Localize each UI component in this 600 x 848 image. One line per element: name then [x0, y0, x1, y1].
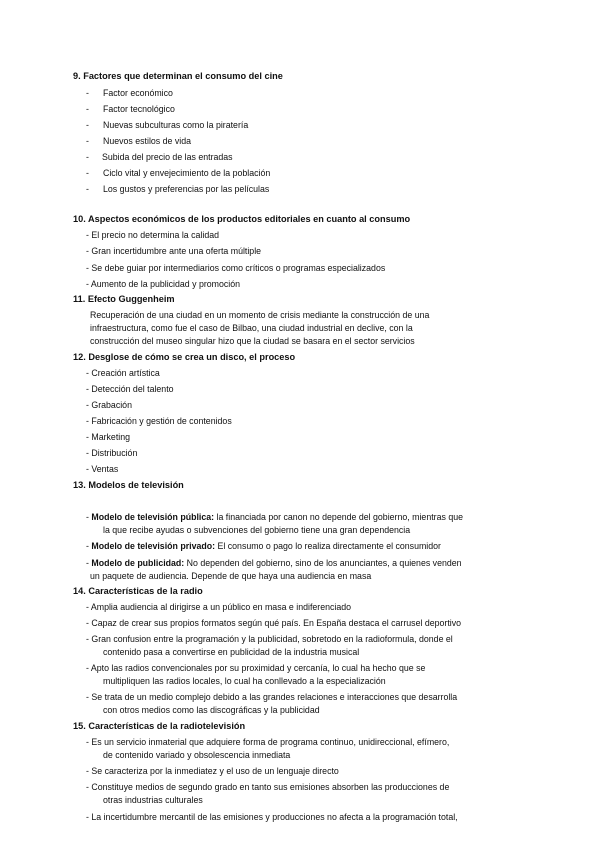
list-item-continuation: la que recibe ayudas o subvenciones del gobierno tiene una gran dependencia	[103, 525, 411, 535]
heading-9: 9. Factores que determinan el consumo del cine	[73, 71, 283, 81]
list-item: - Fabricación y gestión de contenidos	[86, 416, 232, 426]
list-item: - Detección del talento	[86, 384, 174, 394]
list-item: - Nuevos estilos de vida	[86, 136, 192, 146]
list-item: - Factor tecnológico	[86, 104, 175, 114]
list-item-continuation: multipliquen las radios locales, lo cual ha conllevado a la especialización	[103, 676, 386, 686]
list-item: - Marketing	[86, 432, 130, 442]
list-item: - Gran incertidumbre ante una oferta múltiple	[86, 246, 262, 256]
list-item: - Se caracteriza por la inmediatez y el uso de un lenguaje directo	[86, 766, 339, 776]
list-item: - Grabación	[86, 400, 132, 410]
heading-14: 14. Características de la radio	[73, 586, 203, 596]
list-item-continuation: contenido pasa a convertirse en publicidad de la industria musical	[103, 647, 360, 657]
list-item: - Constituye medios de segundo grado en tanto sus emisiones absorben las producciones de	[86, 782, 450, 792]
list-item: - Factor económico	[86, 88, 173, 98]
list-item: - Creación artística	[86, 368, 160, 378]
heading-15: 15. Características de la radiotelevisión	[73, 721, 246, 731]
list-item: - Ciclo vital y envejecimiento de la población	[86, 168, 271, 178]
list-item-continuation: de contenido variado y obsolescencia inmediata	[103, 750, 291, 760]
list-item: - Amplia audiencia al dirigirse a un público en masa e indiferenciado	[86, 602, 352, 612]
list-item: - La incertidumbre mercantil de las emisiones y producciones no afecta a la programación total,	[86, 812, 458, 822]
list-item-continuation: otras industrias culturales	[103, 795, 203, 805]
list-item: - Se trata de un medio complejo debido a las grandes relaciones e interacciones que desarrolla	[86, 692, 458, 702]
list-item: - Capaz de crear sus propios formatos según qué país. En España destaca el carrusel deportivo	[86, 618, 462, 628]
paragraph-line: construcción del museo singular hizo que la ciudad se basara en el sector servicios	[90, 336, 415, 346]
list-item: - Es un servicio inmaterial que adquiere forma de programa continuo, unidireccional, efímero,	[86, 737, 450, 747]
heading-13: 13. Modelos de televisión	[73, 480, 184, 490]
paragraph-line: infraestructura, como fue el caso de Bilbao, una ciudad industrial en declive, con la	[90, 323, 413, 333]
list-item: - Aumento de la publicidad y promoción	[86, 279, 241, 289]
list-item: - Ventas	[86, 464, 119, 474]
list-item: - Se debe guiar por intermediarios como críticos o programas especializados	[86, 263, 386, 273]
paragraph-line: Recuperación de una ciudad en un momento de crisis mediante la construcción de una	[90, 310, 430, 320]
list-item-continuation: un paquete de audiencia. Depende de que haya una audiencia en masa	[90, 571, 372, 581]
list-item: - Apto las radios convencionales por su proximidad y cercanía, lo cual ha hecho que se	[86, 663, 426, 673]
list-item: - El precio no determina la calidad	[86, 230, 220, 240]
heading-12: 12. Desglose de cómo se crea un disco, el proceso	[73, 352, 296, 362]
list-item: - Modelo de televisión privado: El consumo o pago lo realiza directamente el consumidor	[86, 541, 441, 551]
list-item: - Subida del precio de las entradas	[86, 152, 233, 162]
list-item: - Gran confusion entre la programación y la publicidad, sobretodo en la radioformula, donde el	[86, 634, 453, 644]
list-item: - Los gustos y preferencias por las películas	[86, 184, 270, 194]
heading-10: 10. Aspectos económicos de los productos editoriales en cuanto al consumo	[73, 214, 411, 224]
list-item: - Modelo de publicidad: No dependen del gobierno, sino de los anunciantes, a quienes venden	[86, 558, 462, 568]
list-item: - Modelo de televisión pública: la financiada por canon no depende del gobierno, mientras que	[86, 512, 463, 522]
list-item: - Nuevas subculturas como la piratería	[86, 120, 249, 130]
list-item: - Distribución	[86, 448, 138, 458]
heading-11: 11. Efecto Guggenheim	[73, 294, 175, 304]
list-item-continuation: con otros medios como las discográficas y la publicidad	[103, 705, 320, 715]
